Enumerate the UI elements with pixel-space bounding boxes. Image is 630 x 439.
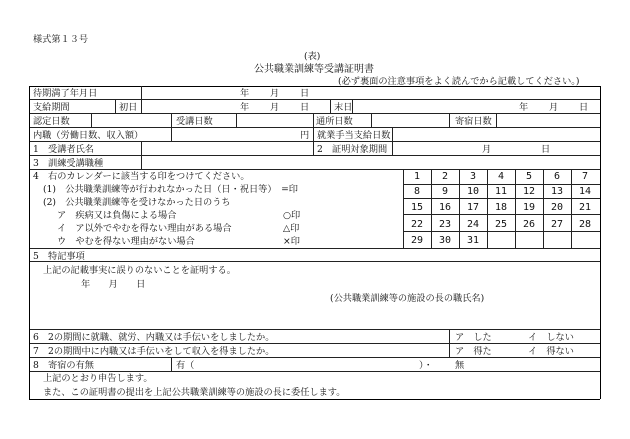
form-title: 公共職業訓練等受講証明書 <box>254 64 374 75</box>
waiting-period-end-field[interactable] <box>141 86 600 99</box>
waiting-period-end-label: 待期満了年月日 <box>33 88 98 99</box>
boarding-status-label: 8 寄宿の有無 <box>33 360 94 371</box>
attended-days-label: 受講日数 <box>176 116 213 127</box>
boarding-days-label: 寄宿日数 <box>455 116 492 127</box>
trainee-name-field[interactable] <box>141 141 313 155</box>
month-label: 月 <box>270 88 280 99</box>
last-day-label: 末日 <box>334 102 353 113</box>
commute-days-label: 通所日数 <box>316 116 353 127</box>
certification-statement: 上記の記載事実に誤りのないことを証明する。 <box>43 265 236 276</box>
year-label: 年 <box>519 102 529 113</box>
income-yes-option[interactable]: ア 得た <box>455 346 492 357</box>
calendar-day-10[interactable]: 10 <box>466 186 480 197</box>
calendar-day-3[interactable]: 3 <box>469 171 477 182</box>
calendar-day-27[interactable]: 27 <box>550 219 564 230</box>
calendar-day-4[interactable]: 4 <box>497 171 505 182</box>
side-job-field[interactable] <box>171 127 313 141</box>
month-label: 月 <box>482 144 492 155</box>
year-label: 年 <box>240 102 250 113</box>
certified-days-field[interactable] <box>91 113 171 127</box>
calendar-day-5[interactable]: 5 <box>525 171 533 182</box>
triangle-mark: △印 <box>283 223 300 234</box>
day-label: 日 <box>300 102 310 113</box>
calendar-day-16[interactable]: 16 <box>438 202 452 213</box>
calendar-day-12[interactable]: 12 <box>522 186 536 197</box>
absent-day-rule: (2) 公共職業訓練等を受けなかった日のうち <box>43 197 231 208</box>
side-job-label: 内職（労働日数、収入額） <box>33 130 144 141</box>
first-day-label: 初日 <box>119 102 138 113</box>
calendar-day-7[interactable]: 7 <box>581 171 589 182</box>
calendar-day-8[interactable]: 8 <box>413 186 421 197</box>
special-notes-label: 5 特記事項 <box>33 251 85 262</box>
last-day-field[interactable] <box>352 99 600 113</box>
calendar-day-22[interactable]: 22 <box>410 219 424 230</box>
calendar-day-11[interactable]: 11 <box>494 186 508 197</box>
yen-label: 円 <box>300 130 310 141</box>
calendar-day-28[interactable]: 28 <box>578 219 592 230</box>
day-label: 日 <box>579 102 589 113</box>
certification-period-field[interactable] <box>392 141 600 155</box>
calendar-day-29[interactable]: 29 <box>410 235 424 246</box>
income-question: 7 2の期間中に内職又は手伝いをして収入を得ましたか。 <box>33 346 275 357</box>
calendar-day-30[interactable]: 30 <box>438 235 452 246</box>
training-occupation-field[interactable] <box>141 155 600 169</box>
certified-days-label: 認定日数 <box>33 116 70 127</box>
certification-date: 年 月 日 <box>81 279 146 290</box>
month-label: 月 <box>270 102 280 113</box>
cross-mark: ×印 <box>283 236 300 247</box>
calendar-day-14[interactable]: 14 <box>578 186 592 197</box>
calendar-day-15[interactable]: 15 <box>410 202 424 213</box>
day-label: 日 <box>300 88 310 99</box>
facility-head-label: (公共職業訓練等の施設の長の職氏名) <box>330 293 485 304</box>
calendar-day-13[interactable]: 13 <box>550 186 564 197</box>
instructions-note: (必ず裏面の注意事項をよく読んでから記載してください。) <box>338 76 580 87</box>
boarding-days-field[interactable] <box>496 113 600 127</box>
calendar-day-18[interactable]: 18 <box>494 202 508 213</box>
calendar-day-17[interactable]: 17 <box>466 202 480 213</box>
calendar-day-1[interactable]: 1 <box>413 171 421 182</box>
payment-period-label: 支給期間 <box>33 102 70 113</box>
circle-mark: ○印 <box>283 210 301 221</box>
front-side-label: (表) <box>304 51 321 62</box>
trainee-name-label: 1 受講者氏名 <box>33 144 94 155</box>
calendar-day-24[interactable]: 24 <box>466 219 480 230</box>
calendar-instruction: 4 右のカレンダーに該当する印をつけてください。 <box>33 171 250 182</box>
calendar-day-6[interactable]: 6 <box>553 171 561 182</box>
calendar-day-25[interactable]: 25 <box>494 219 508 230</box>
declaration-line-2: また、この証明書の提出を上記公共職業訓練等の施設の長に委任します。 <box>43 387 346 398</box>
calendar-day-26[interactable]: 26 <box>522 219 536 230</box>
no-training-day-rule: (1) 公共職業訓練等が行われなかった日（日・祝日等） =印 <box>43 184 298 195</box>
employment-no-option[interactable]: イ しない <box>528 332 574 343</box>
form-number: 様式第１３号 <box>33 34 89 45</box>
boarding-detail-field[interactable] <box>195 357 415 371</box>
attended-days-field[interactable] <box>236 113 313 127</box>
year-label: 年 <box>240 88 250 99</box>
income-no-option[interactable]: イ 得ない <box>528 346 574 357</box>
calendar-day-19[interactable]: 19 <box>522 202 536 213</box>
employment-allowance-field[interactable] <box>392 127 600 141</box>
unavoidable-rule: イ ア以外でやむを得ない理由がある場合 <box>57 223 232 234</box>
calendar-day-21[interactable]: 21 <box>578 202 592 213</box>
calendar-day-31[interactable]: 31 <box>466 235 480 246</box>
calendar-day-23[interactable]: 23 <box>438 219 452 230</box>
boarding-paren-close: ）・ <box>419 360 433 371</box>
calendar-day-2[interactable]: 2 <box>441 171 449 182</box>
day-label: 日 <box>541 144 551 155</box>
no-reason-rule: ウ やむを得ない理由がない場合 <box>57 236 195 247</box>
employment-allowance-label: 就業手当支給日数 <box>317 130 391 141</box>
training-occupation-label: 3 訓練受講職種 <box>33 158 104 169</box>
employment-yes-option[interactable]: ア した <box>455 332 492 343</box>
boarding-yes-option[interactable]: 有（ <box>176 360 195 371</box>
certification-period-label: 2 証明対象期間 <box>317 144 388 155</box>
illness-rule: ア 疾病又は負傷による場合 <box>57 210 177 221</box>
commute-days-field[interactable] <box>371 113 449 127</box>
declaration-line-1: 上記のとおり申告します。 <box>43 373 153 384</box>
employment-question: 6 2の期間に就職、就労、内職又は手伝いをしましたか。 <box>33 332 275 343</box>
calendar-day-9[interactable]: 9 <box>441 186 449 197</box>
boarding-no-option[interactable]: 無 <box>455 360 465 371</box>
month-label: 月 <box>549 102 559 113</box>
calendar-day-20[interactable]: 20 <box>550 202 564 213</box>
